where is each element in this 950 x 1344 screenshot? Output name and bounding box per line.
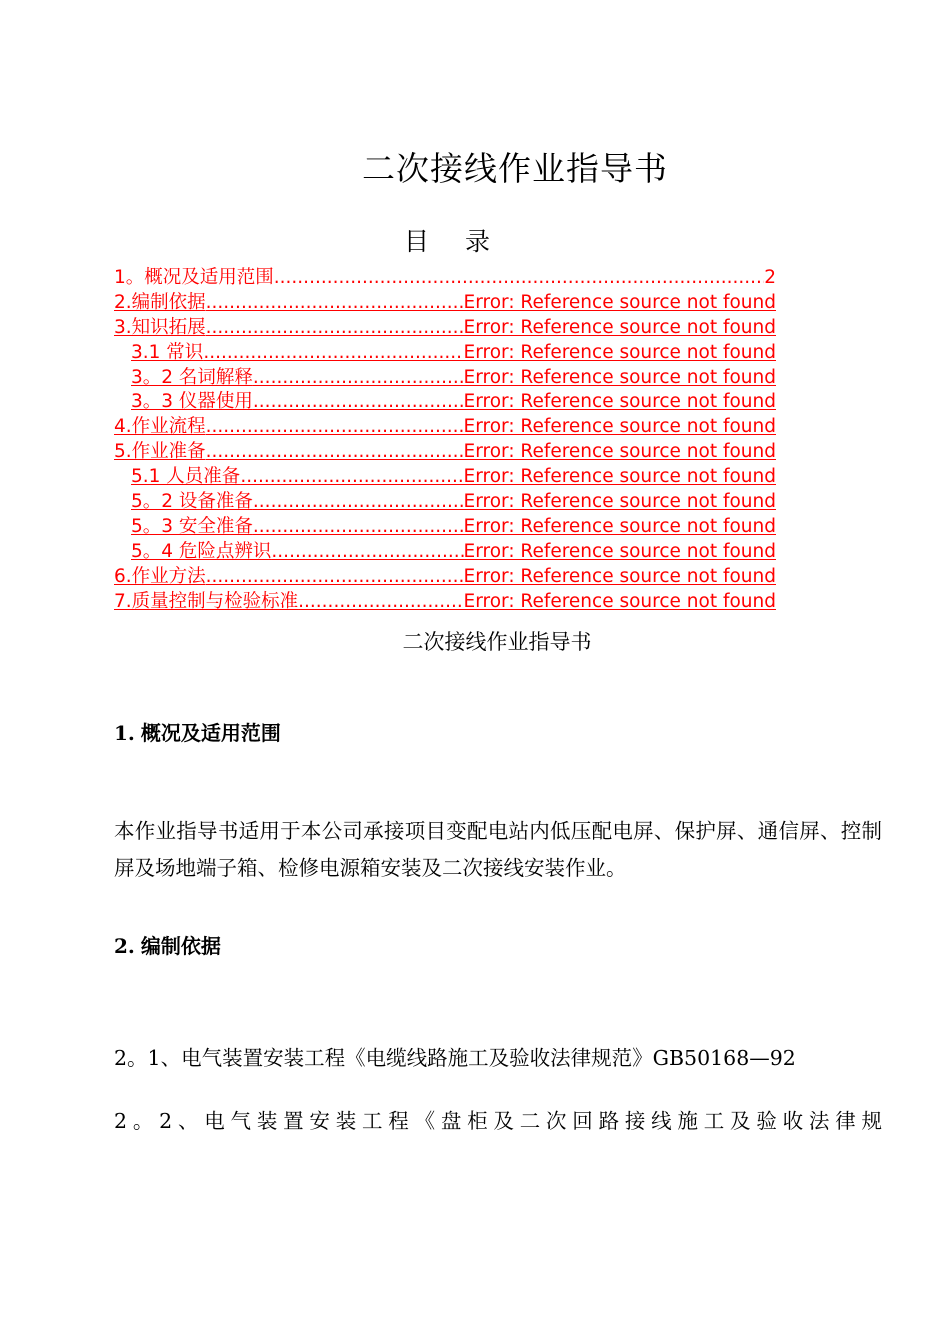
toc-entry[interactable] <box>114 540 776 565</box>
toc-entry-page: Error: Reference source not found <box>463 441 776 463</box>
toc-leader-dots <box>206 316 464 341</box>
toc-entry-page: Error: Reference source not found <box>463 491 776 513</box>
toc-entry-label: 6.作业方法 <box>114 565 206 587</box>
section-2-title: 编制依据 <box>140 934 221 958</box>
body-title: 二次接线作业指导书 <box>402 630 592 654</box>
toc-leader-dots <box>253 490 464 515</box>
toc-leader-dots <box>253 366 464 391</box>
toc-entry[interactable] <box>114 490 776 515</box>
toc-entry-page: Error: Reference source not found <box>463 590 776 612</box>
document-title: 二次接线作业指导书 <box>362 149 668 188</box>
toc-entry-label: 1。概况及适用范围 <box>114 267 274 288</box>
toc-leader-dots <box>206 291 464 316</box>
toc-entry[interactable] <box>114 366 776 391</box>
toc-leader-dots <box>271 540 463 565</box>
toc-entry[interactable] <box>114 390 776 415</box>
toc-entry-label: 5。4 危险点辨识 <box>131 540 272 562</box>
toc-entry-page: Error: Reference source not found <box>463 540 776 562</box>
toc-leader-dots <box>206 565 464 590</box>
section-2-number: 2. <box>114 934 135 958</box>
toc-entry-label: 3。2 名词解释 <box>131 366 253 388</box>
section-2-item-1: 2。1、电气装置安装工程《电缆线路施工及验收法律规范》GB50168—92 <box>114 1046 796 1070</box>
table-of-contents <box>114 266 776 614</box>
section-2-heading <box>114 930 221 959</box>
toc-entry-page: Error: Reference source not found <box>463 341 776 363</box>
toc-leader-dots <box>206 440 464 465</box>
toc-entry-label: 7.质量控制与检验标准 <box>114 590 299 612</box>
toc-entry[interactable] <box>114 440 776 465</box>
toc-entry-page: Error: Reference source not found <box>463 391 776 413</box>
toc-entry-page: Error: Reference source not found <box>463 291 776 313</box>
toc-entry-page: Error: Reference source not found <box>463 416 776 438</box>
toc-entry-label: 3.1 常识 <box>131 341 204 363</box>
toc-entry[interactable] <box>114 266 776 291</box>
toc-leader-dots <box>206 415 464 440</box>
toc-leader-dots <box>298 590 463 615</box>
toc-entry-page: Error: Reference source not found <box>463 515 776 537</box>
toc-entry-label: 2.编制依据 <box>114 291 206 313</box>
section-1-title: 概况及适用范围 <box>140 721 281 745</box>
toc-entry-label: 5.作业准备 <box>114 441 206 463</box>
toc-entry[interactable] <box>114 415 776 440</box>
toc-leader-dots <box>274 266 764 291</box>
section-1-heading <box>114 717 281 746</box>
toc-entry-page: 2 <box>764 267 776 288</box>
toc-entry-label: 5。3 安全准备 <box>131 515 253 537</box>
toc-leader-dots <box>203 341 463 366</box>
section-1-number: 1. <box>114 721 135 745</box>
toc-leader-dots <box>253 390 464 415</box>
toc-entry[interactable] <box>114 341 776 366</box>
toc-entry-label: 3。3 仪器使用 <box>131 391 253 413</box>
toc-entry-label: 3.知识拓展 <box>114 316 206 338</box>
toc-entry-page: Error: Reference source not found <box>463 466 776 488</box>
section-1-paragraph: 本作业指导书适用于本公司承接项目变配电站内低压配电屏、保护屏、通信屏、控制屏及场地端子箱、检修电源箱安装及二次接线安装作业。 <box>114 819 882 880</box>
toc-entry[interactable] <box>114 291 776 316</box>
toc-entry-label: 4.作业流程 <box>114 416 206 438</box>
toc-entry[interactable] <box>114 316 776 341</box>
toc-heading: 目 录 <box>404 227 504 256</box>
toc-leader-dots <box>240 465 463 490</box>
toc-leader-dots <box>253 515 464 540</box>
toc-entry[interactable] <box>114 565 776 590</box>
section-2-item-2: 2。2、电气装置安装工程《盘柜及二次回路接线施工及验收法律规 <box>114 1109 882 1133</box>
toc-entry[interactable] <box>114 590 776 615</box>
toc-entry-page: Error: Reference source not found <box>463 565 776 587</box>
toc-entry[interactable] <box>114 515 776 540</box>
toc-entry-page: Error: Reference source not found <box>463 316 776 338</box>
toc-entry-label: 5。2 设备准备 <box>131 491 253 513</box>
toc-entry-label: 5.1 人员准备 <box>131 466 241 488</box>
toc-entry[interactable] <box>114 465 776 490</box>
toc-entry-page: Error: Reference source not found <box>463 366 776 388</box>
